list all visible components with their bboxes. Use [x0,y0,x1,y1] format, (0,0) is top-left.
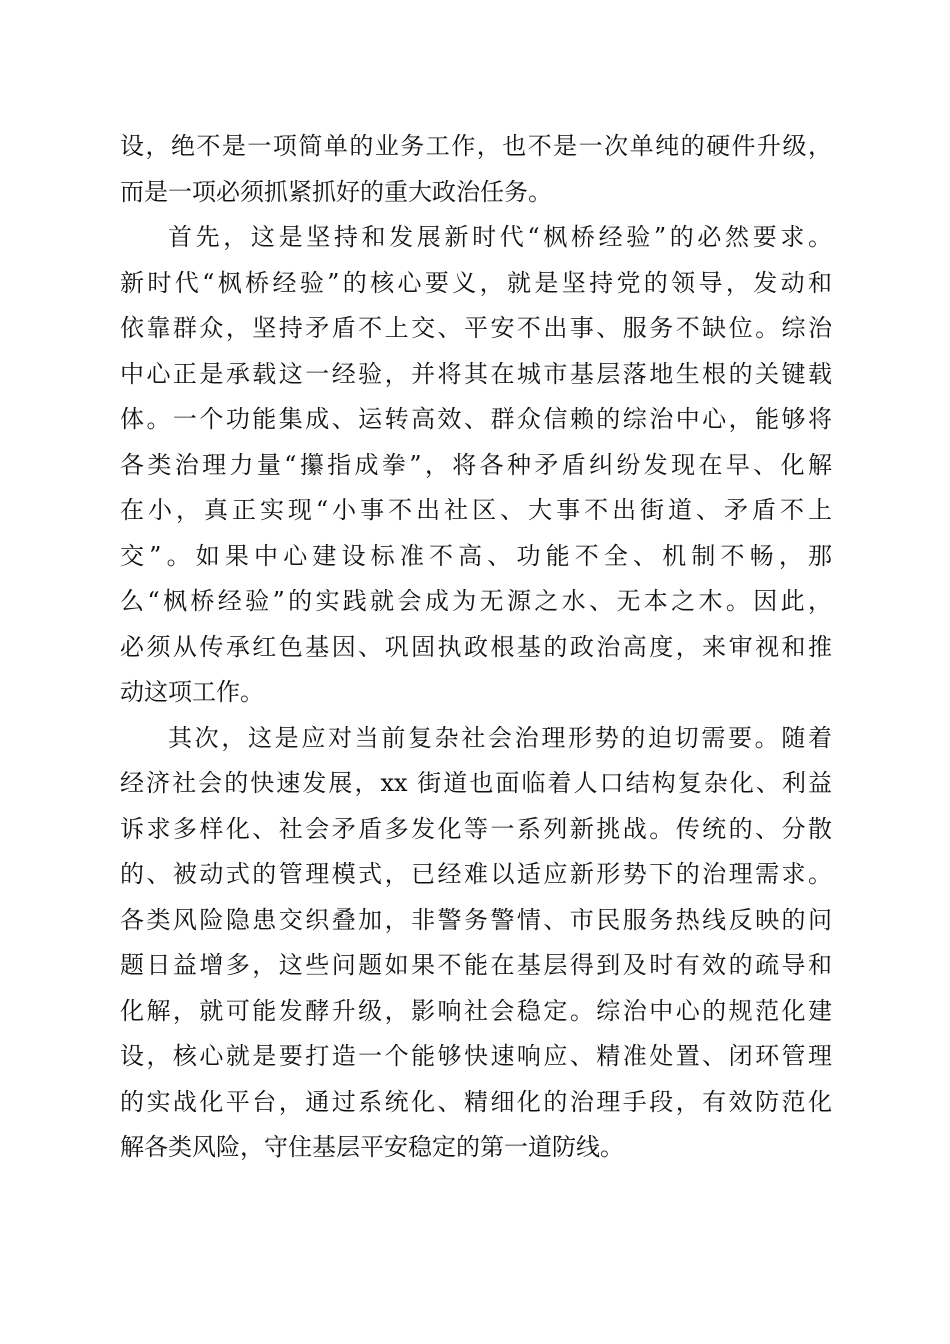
text-line: 必须从传承红色基因、巩固执政根基的政治高度，来审视和推 [120,632,832,661]
text-line: 新时代“枫桥经验”的核心要义，就是坚持党的领导，发动和 [120,268,832,297]
text-line: 么“枫桥经验”的实践就会成为无源之水、无本之木。因此， [120,587,832,615]
text-line: 在小，真正实现“小事不出社区、大事不出街道、矛盾不上 [120,496,832,524]
text-line: 而是一项必须抓紧抓好的重大政治任务。 [120,177,552,206]
body-text [120,124,832,1171]
text-line: 其次，这是应对当前复杂社会治理形势的迫切需要。随着 [168,723,832,752]
text-line: 经济社会的快速发展，xx 街道也面临着人口结构复杂化、利益 [120,769,832,797]
text-line: 诉求多样化、社会矛盾多发化等一系列新挑战。传统的、分散 [120,814,832,843]
text-line: 动这项工作。 [120,678,264,706]
text-line: 的、被动式的管理模式，已经难以适应新形势下的治理需求。 [120,860,832,888]
text-line: 依靠群众，坚持矛盾不上交、平安不出事、服务不缺位。综治 [120,314,832,342]
text-line: 各类治理力量“攥指成拳”，将各种矛盾纠纷发现在早、化解 [120,450,832,479]
text-line: 设，绝不是一项简单的业务工作，也不是一次单纯的硬件升级， [120,132,832,160]
text-line: 设，核心就是要打造一个能够快速响应、精准处置、闭环管理 [120,1042,832,1070]
text-line: 的实战化平台，通过系统化、精细化的治理手段，有效防范化 [120,1087,832,1116]
text-line: 交”。如果中心建设标准不高、功能不全、机制不畅，那 [120,541,832,570]
text-line: 体。一个功能集成、运转高效、群众信赖的综治中心，能够将 [120,405,832,433]
text-line: 中心正是承载这一经验，并将其在城市基层落地生根的关键载 [120,359,832,388]
text-line: 首先，这是坚持和发展新时代“枫桥经验”的必然要求。 [168,223,832,251]
text-line: 各类风险隐患交织叠加，非警务警情、市民服务热线反映的问 [120,905,832,934]
text-line: 题日益增多，这些问题如果不能在基层得到及时有效的疏导和 [120,951,832,979]
text-line: 解各类风险，守住基层平安稳定的第一道防线。 [120,1133,624,1161]
text-line: 化解，就可能发酵升级，影响社会稳定。综治中心的规范化建 [120,996,832,1025]
